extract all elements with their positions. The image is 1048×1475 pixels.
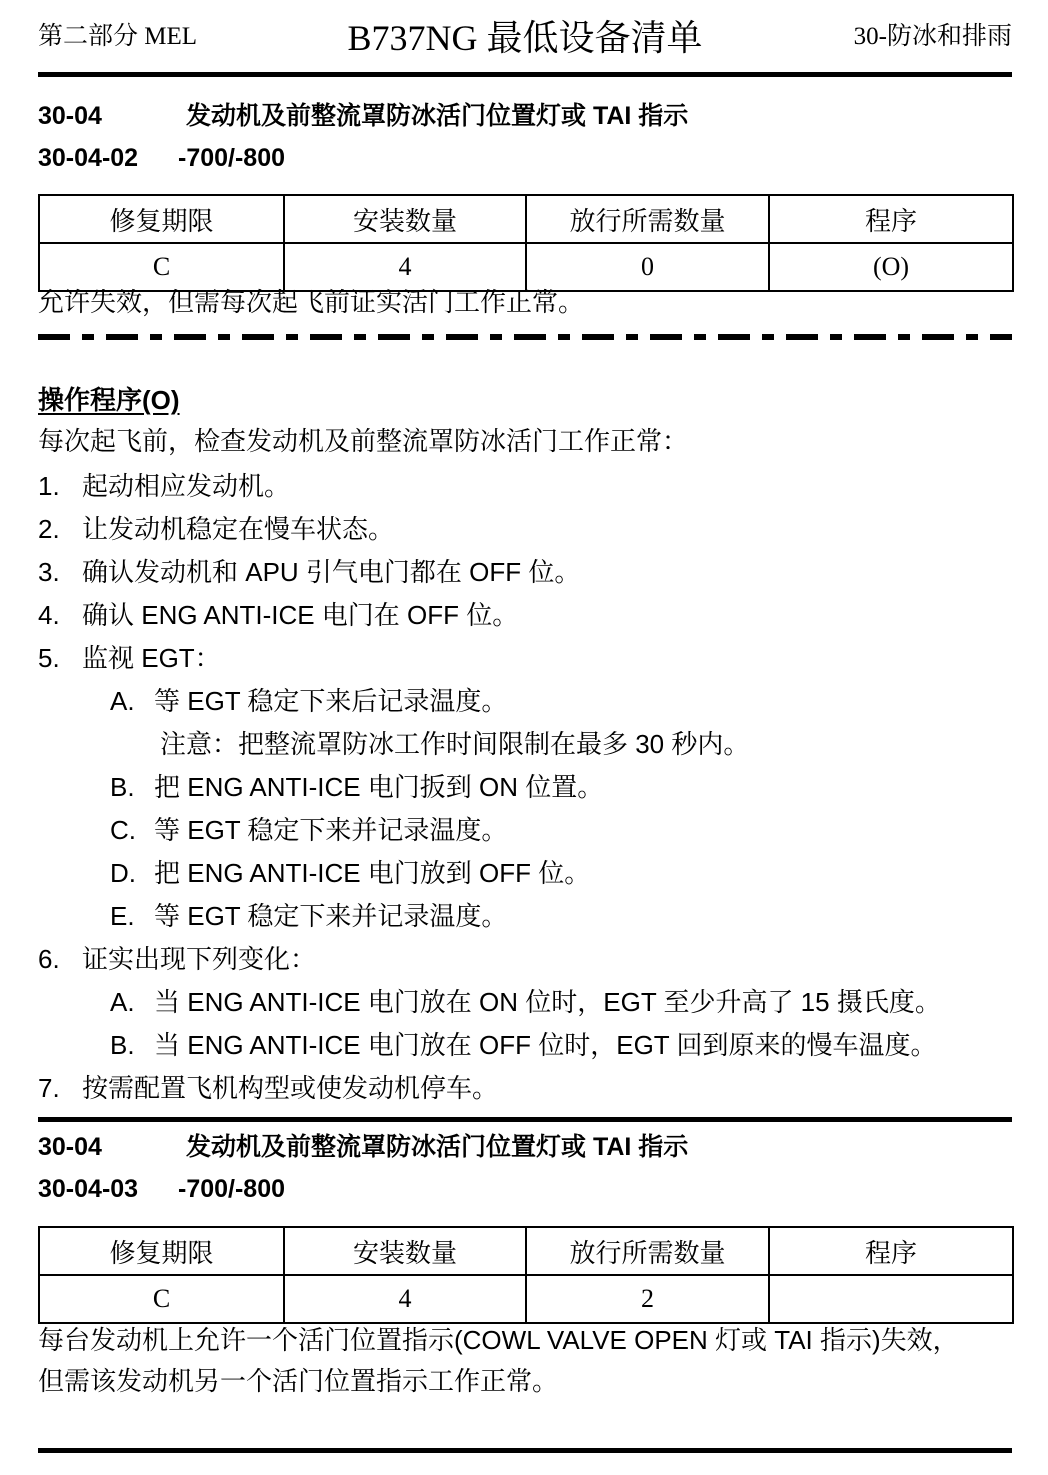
section-2-code: 30-04: [38, 1133, 102, 1161]
step-text: 监视 EGT：: [82, 643, 221, 673]
step-marker: 1.: [38, 471, 60, 501]
step-text: 确认发动机和 APU 引气电门都在 OFF 位。: [82, 557, 581, 587]
table-header-row: [39, 195, 1013, 243]
section-2-heading: [38, 1131, 1012, 1164]
section-1-code: 30-04: [38, 102, 102, 130]
running-header: [38, 18, 1012, 68]
step-marker: E.: [110, 901, 135, 931]
step-text: 等 EGT 稳定下来后记录温度。: [154, 686, 508, 716]
table-header-installed-qty: 安装数量: [284, 1227, 526, 1275]
procedure-step-5e: [110, 899, 1018, 933]
section-2-rule: [38, 1117, 1012, 1122]
table-cell-repair-interval: C: [39, 1275, 284, 1323]
table-header-procedure: 程序: [769, 195, 1013, 243]
step-text: 起动相应发动机。: [82, 471, 291, 501]
step-text: 确认 ENG ANTI-ICE 电门在 OFF 位。: [82, 600, 519, 630]
procedure-step-4: [38, 598, 1018, 632]
step-marker: B.: [110, 1030, 135, 1060]
section-2-sub-title: -700/-800: [178, 1175, 286, 1203]
procedure-step-5b: [110, 770, 1018, 804]
procedure-step-5a-note: [160, 727, 1018, 761]
table-header-repair-interval: 修复期限: [39, 195, 284, 243]
procedure-step-6a: [110, 985, 1018, 1019]
step-marker: 3.: [38, 557, 60, 587]
step-marker: B.: [110, 772, 135, 802]
step-text: 等 EGT 稳定下来并记录温度。: [154, 901, 508, 931]
section-2-remark-line-2: 但需该发动机另一个活门位置指示工作正常。: [38, 1366, 559, 1396]
section-1-subheading: [38, 142, 1012, 175]
table-cell-required-qty: 2: [526, 1275, 769, 1323]
running-header-right: 30-防冰和排雨: [853, 23, 1012, 50]
procedure-step-5d: [110, 856, 1018, 890]
step-text: 等 EGT 稳定下来并记录温度。: [154, 815, 508, 845]
procedure-step-5: [38, 641, 1018, 675]
table-header-installed-qty: 安装数量: [284, 195, 526, 243]
table-cell-installed-qty: 4: [284, 1275, 526, 1323]
procedure-step-7: [38, 1071, 1018, 1105]
section-2-subheading: [38, 1173, 1012, 1206]
step-marker: A.: [110, 987, 135, 1017]
running-header-left: 第二部分 MEL: [38, 23, 198, 50]
section-1-heading: [38, 100, 1012, 133]
table-header-row: [39, 1227, 1013, 1275]
procedure-lead: 每次起飞前，检查发动机及前整流罩防冰活门工作正常：: [38, 426, 689, 456]
procedure-step-1: [38, 469, 1018, 503]
step-text: 当 ENG ANTI-ICE 电门放在 OFF 位时，EGT 回到原来的慢车温度。: [154, 1030, 937, 1060]
mel-table-2: [38, 1226, 1014, 1324]
step-text: 把 ENG ANTI-ICE 电门扳到 ON 位置。: [154, 772, 604, 802]
step-text: 让发动机稳定在慢车状态。: [82, 514, 395, 544]
section-1-sub-title: -700/-800: [178, 144, 286, 172]
step-text: 把 ENG ANTI-ICE 电门放到 OFF 位。: [154, 858, 591, 888]
table-header-required-qty: 放行所需数量: [526, 195, 769, 243]
table-header-repair-interval: 修复期限: [39, 1227, 284, 1275]
step-text: 按需配置飞机构型或使发动机停车。: [82, 1073, 499, 1103]
mel-table-1: [38, 194, 1014, 292]
table-cell-installed-qty: 4: [284, 243, 526, 291]
step-marker: 5.: [38, 643, 60, 673]
running-header-title: B737NG 最低设备清单: [347, 18, 703, 58]
procedure-step-5a: [110, 684, 1018, 718]
section-2-remark-line-1: 每台发动机上允许一个活门位置指示(COWL VALVE OPEN 灯或 TAI 指示)失效，: [38, 1325, 959, 1355]
step-marker: A.: [110, 686, 135, 716]
header-rule: [38, 72, 1012, 77]
step-marker: D.: [110, 858, 136, 888]
section-1-sub-code: 30-04-02: [38, 144, 139, 172]
step-text: 当 ENG ANTI-ICE 电门放在 ON 位时，EGT 至少升高了 15 摄氏度。: [154, 987, 941, 1017]
footer-rule: [38, 1448, 1012, 1453]
step-marker: 2.: [38, 514, 60, 544]
step-marker: 6.: [38, 944, 60, 974]
step-text: 证实出现下列变化：: [82, 944, 317, 974]
dashed-separator: [38, 334, 1012, 340]
procedure-step-6: [38, 942, 1018, 976]
table-row: [39, 1275, 1013, 1323]
step-text: 注意：把整流罩防冰工作时间限制在最多 30 秒内。: [160, 729, 750, 759]
section-2-title: 发动机及前整流罩防冰活门位置灯或 TAI 指示: [186, 1133, 689, 1161]
procedure-step-6b: [110, 1028, 1018, 1062]
procedure-heading: 操作程序(O): [38, 385, 180, 415]
procedure-step-2: [38, 512, 1018, 546]
procedure-step-5c: [110, 813, 1018, 847]
section-2-sub-code: 30-04-03: [38, 1175, 139, 1203]
section-1-title: 发动机及前整流罩防冰活门位置灯或 TAI 指示: [186, 102, 689, 130]
table-cell-procedure: [769, 1275, 1013, 1323]
table-cell-procedure: (O): [769, 243, 1013, 291]
step-marker: C.: [110, 815, 136, 845]
step-marker: 4.: [38, 600, 60, 630]
step-marker: 7.: [38, 1073, 60, 1103]
table-header-procedure: 程序: [769, 1227, 1013, 1275]
table-cell-repair-interval: C: [39, 243, 284, 291]
procedure-step-3: [38, 555, 1018, 589]
table-cell-required-qty: 0: [526, 243, 769, 291]
section-1-remark: 允许失效，但需每次起飞前证实活门工作正常。: [38, 287, 585, 317]
table-header-required-qty: 放行所需数量: [526, 1227, 769, 1275]
